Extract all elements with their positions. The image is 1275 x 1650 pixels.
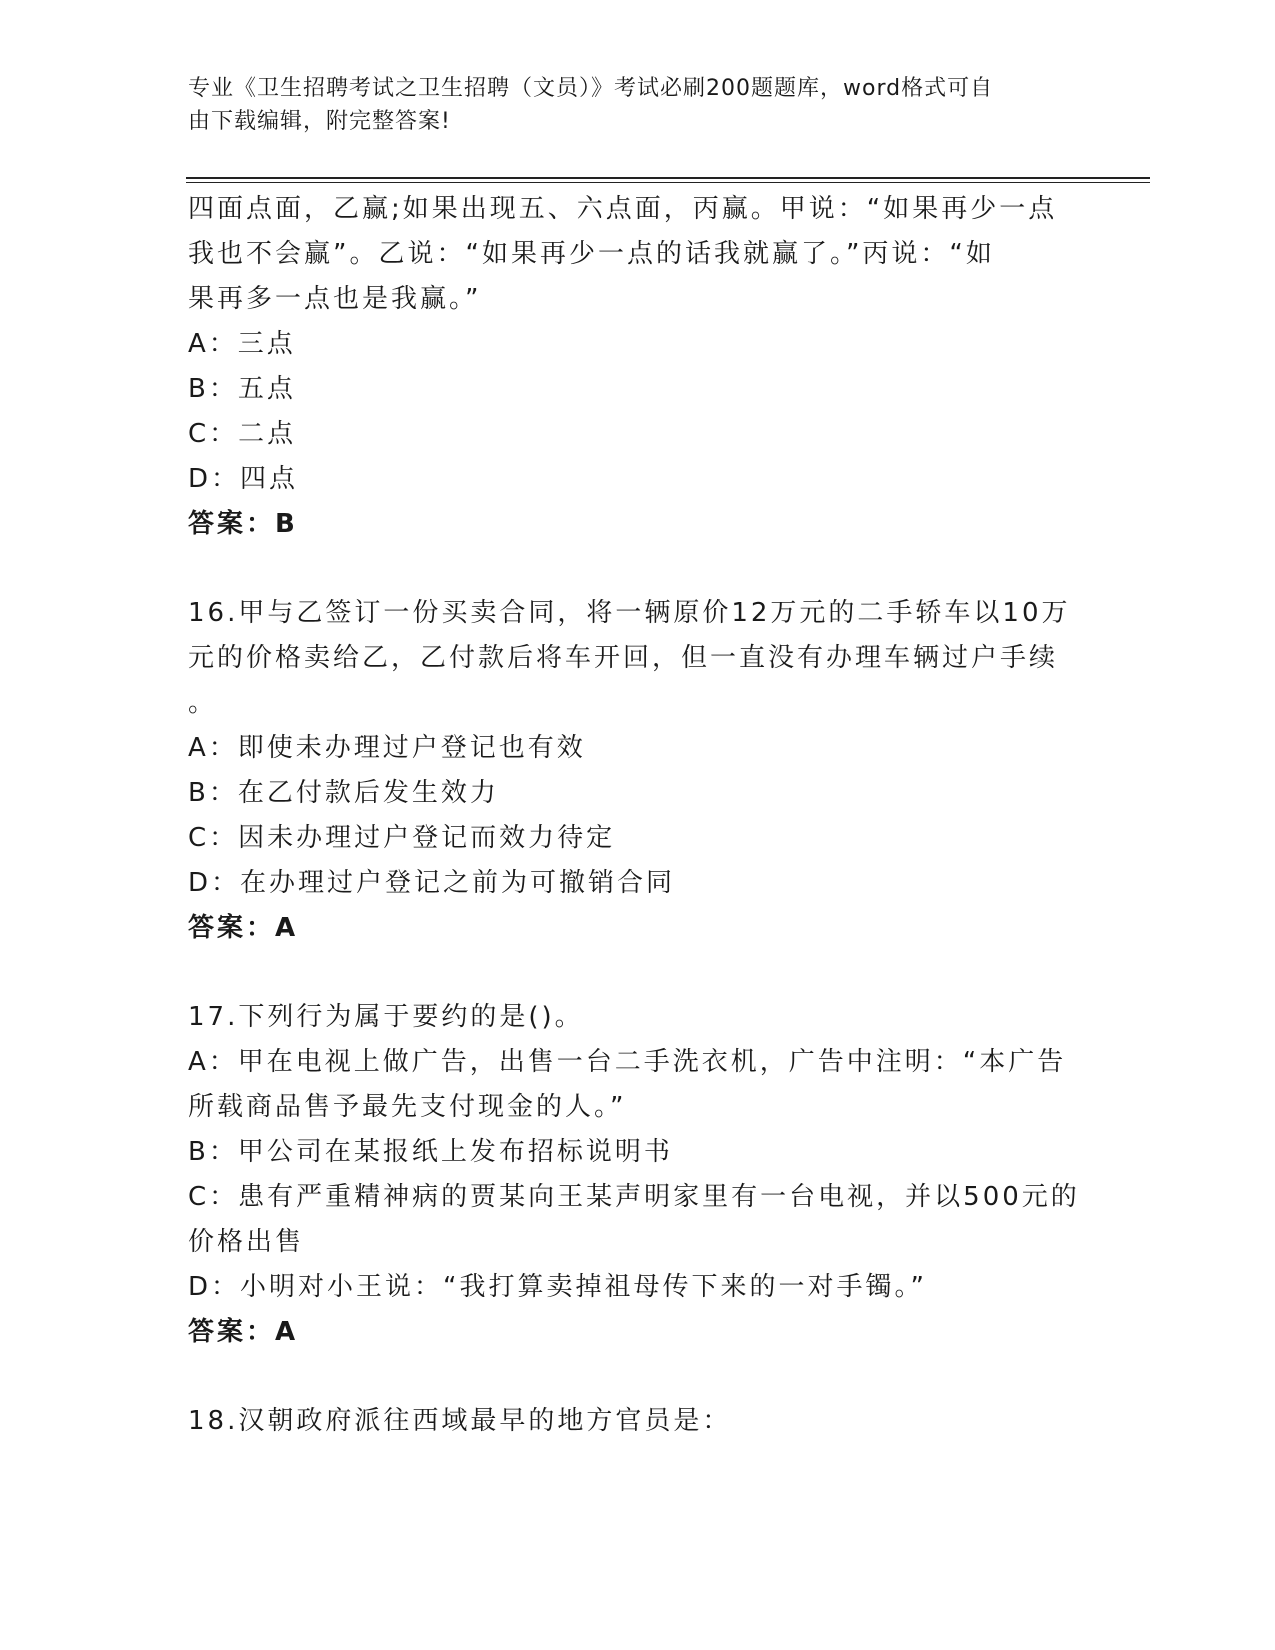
option-a: A：甲在电视上做广告，出售一台二手洗衣机，广告中注明：“本广告 [188, 1047, 1067, 1077]
question-text-line: 四面点面，乙赢;如果出现五、六点面，丙赢。甲说：“如果再少一点 [188, 194, 1058, 224]
option-c: C：二点 [188, 419, 297, 449]
option-d: D：四点 [188, 464, 299, 494]
question-text-line: 16.甲与乙签订一份买卖合同，将一辆原价12万元的二手轿车以10万 [188, 598, 1071, 628]
question-text-line: 18.汉朝政府派往西域最早的地方官员是： [188, 1406, 732, 1436]
option-c: C：因未办理过户登记而效力待定 [188, 823, 616, 853]
option-b: B：五点 [188, 374, 296, 404]
question-18 [188, 1399, 1068, 1444]
option-c: C：患有严重精神病的贾某向王某声明家里有一台电视，并以500元的 [188, 1182, 1080, 1212]
answer: 答案：A [188, 913, 299, 943]
question-content [188, 187, 1080, 1444]
header-line-2: 由下载编辑，附完整答案! [188, 109, 451, 134]
document-header [188, 72, 1068, 138]
option-b: B：在乙付款后发生效力 [188, 778, 499, 808]
question-16 [188, 591, 1071, 951]
option-d: D：在办理过户登记之前为可撤销合同 [188, 868, 676, 898]
question-15-continued [188, 187, 1068, 547]
answer: 答案：B [188, 509, 298, 539]
spacer [188, 1355, 1068, 1399]
header-line-1: 专业《卫生招聘考试之卫生招聘（文员）》考试必刷200题题库，word格式可自 [188, 76, 994, 101]
question-text-line: 我也不会赢”。乙说：“如果再少一点的话我就赢了。”丙说：“如 [188, 239, 995, 269]
question-text-line: 。 [188, 688, 218, 718]
spacer [188, 547, 1068, 591]
question-text-line: 元的价格卖给乙，乙付款后将车开回，但一直没有办理车辆过户手续 [188, 643, 1059, 673]
question-text-line: 果再多一点也是我赢。” [188, 284, 482, 314]
question-17 [188, 995, 1080, 1355]
header-divider-thick [186, 177, 1150, 179]
option-a: A：即使未办理过户登记也有效 [188, 733, 586, 763]
spacer [188, 951, 1068, 995]
header-divider-thin [186, 182, 1150, 183]
option-a-continued: 所载商品售予最先支付现金的人。” [188, 1092, 627, 1122]
answer: 答案：A [188, 1317, 299, 1347]
option-c-continued: 价格出售 [188, 1227, 305, 1257]
option-b: B：甲公司在某报纸上发布招标说明书 [188, 1137, 673, 1167]
option-a: A：三点 [188, 329, 296, 359]
question-text-line: 17.下列行为属于要约的是()。 [188, 1002, 584, 1032]
option-d: D：小明对小王说：“我打算卖掉祖母传下来的一对手镯。” [188, 1272, 927, 1302]
